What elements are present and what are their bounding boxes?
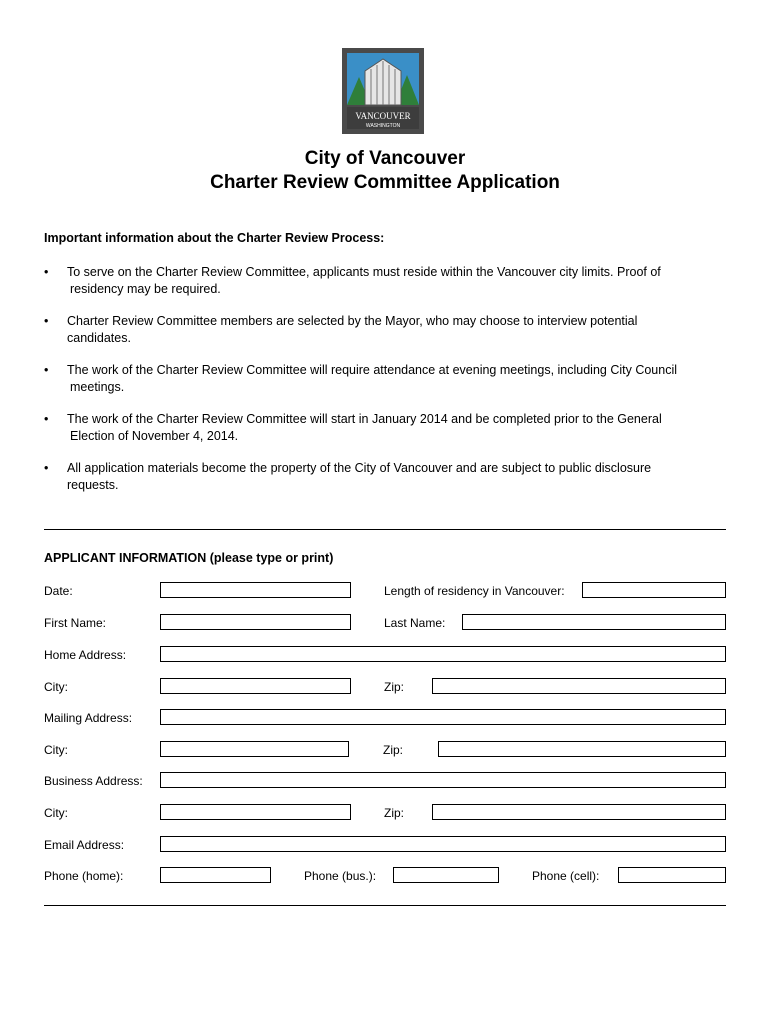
first-name-label: First Name:: [44, 616, 107, 630]
bullet-symbol: •: [44, 363, 49, 377]
bullet-text-line2: requests.: [67, 478, 119, 492]
business-city-field[interactable]: [160, 804, 351, 820]
phone-home-field[interactable]: [160, 867, 271, 883]
business-zip-field[interactable]: [432, 804, 726, 820]
last-name-field[interactable]: [462, 614, 726, 630]
business-address-field[interactable]: [160, 772, 726, 788]
residency-length-label: Length of residency in Vancouver:: [384, 584, 565, 598]
date-label: Date:: [44, 584, 73, 598]
bullet-symbol: •: [44, 412, 49, 426]
bullet-symbol: •: [44, 314, 49, 328]
list-item: [44, 313, 724, 362]
bullet-text-line1: Charter Review Committee members are selected by the Mayor, who may choose to interview potential: [67, 314, 638, 328]
home-address-label: Home Address:: [44, 648, 127, 662]
mailing-address-label: Mailing Address:: [44, 711, 133, 725]
bullet-text-line1: All application materials become the property of the City of Vancouver and are subject to public disclosure: [67, 461, 652, 475]
section-divider-bottom: [44, 905, 726, 906]
phone-cell-field[interactable]: [618, 867, 726, 883]
phone-cell-label: Phone (cell):: [532, 869, 600, 883]
bullet-text-line1: To serve on the Charter Review Committee, applicants must reside within the Vancouver city limits. Proof of: [67, 265, 661, 279]
phone-bus-field[interactable]: [393, 867, 499, 883]
business-zip-label: Zip:: [384, 806, 405, 820]
mailing-address-field[interactable]: [160, 709, 726, 725]
logo-wordmark: VANCOUVER: [355, 111, 411, 121]
bullet-symbol: •: [44, 265, 49, 279]
bullet-text-line2: residency may be required.: [70, 282, 221, 296]
home-city-field[interactable]: [160, 678, 351, 694]
applicant-info-heading: APPLICANT INFORMATION (please type or print): [44, 551, 334, 565]
phone-bus-label: Phone (bus.):: [304, 869, 377, 883]
business-city-label: City:: [44, 806, 68, 820]
bullet-text-line2: Election of November 4, 2014.: [70, 429, 239, 443]
home-city-label: City:: [44, 680, 68, 694]
logo-subtitle: WASHINGTON: [365, 123, 401, 129]
list-item: [44, 362, 724, 411]
list-item: [44, 411, 724, 460]
email-label: Email Address:: [44, 838, 125, 852]
bullet-symbol: •: [44, 461, 49, 475]
mailing-city-label: City:: [44, 743, 68, 757]
city-of-vancouver-logo: [341, 47, 425, 135]
page-title-line2: Charter Review Committee Application: [210, 172, 560, 193]
phone-home-label: Phone (home):: [44, 869, 124, 883]
mailing-zip-field[interactable]: [438, 741, 726, 757]
section-divider-top: [44, 529, 726, 530]
mailing-zip-label: Zip:: [383, 743, 404, 757]
first-name-field[interactable]: [160, 614, 351, 630]
intro-heading: Important information about the Charter Review Process:: [44, 231, 385, 245]
home-zip-field[interactable]: [432, 678, 726, 694]
email-field[interactable]: [160, 836, 726, 852]
page-title-line1: City of Vancouver: [304, 148, 466, 169]
date-field[interactable]: [160, 582, 351, 598]
bullet-text-line1: The work of the Charter Review Committee will require attendance at evening meetings, including City Council: [67, 363, 678, 377]
list-item: [44, 460, 724, 509]
business-address-label: Business Address:: [44, 774, 143, 788]
home-address-field[interactable]: [160, 646, 726, 662]
residency-length-field[interactable]: [582, 582, 726, 598]
home-zip-label: Zip:: [384, 680, 405, 694]
mailing-city-field[interactable]: [160, 741, 349, 757]
list-item: [44, 264, 724, 313]
intro-bullet-list: [44, 264, 724, 509]
bullet-text-line2: candidates.: [67, 331, 131, 345]
bullet-text-line2: meetings.: [70, 380, 125, 394]
bullet-text-line1: The work of the Charter Review Committee will start in January 2014 and be completed prior to the General: [67, 412, 662, 426]
last-name-label: Last Name:: [384, 616, 446, 630]
